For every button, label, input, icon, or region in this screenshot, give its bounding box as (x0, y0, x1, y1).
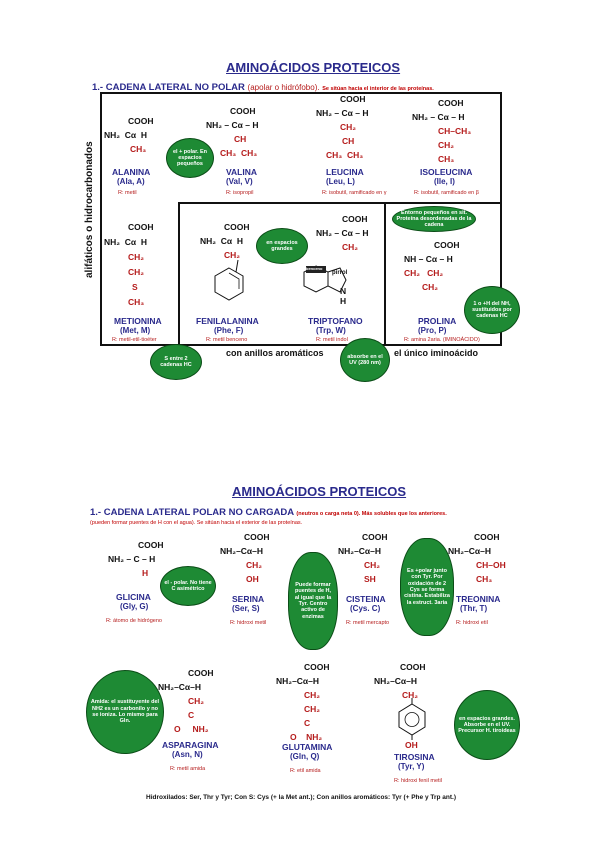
tyrosine-name: TIROSINA (394, 752, 435, 762)
serine-structure: COOH NH₂–Cα–H CH₂ OH (220, 532, 270, 584)
asparagine-name: ASPARAGINA (162, 740, 219, 750)
methionine-structure: COOH NH₂ Cα H CH₂ CH₂ S CH₃ (104, 222, 154, 307)
tryptophan-structure: COOH NH₂ – Cα – H CH₂ (316, 214, 369, 252)
alanine-name: ALANINA (112, 167, 151, 177)
proline-r: R: amina 2aria. (IMINOÁCIDO) (404, 337, 480, 343)
tryptophan-name: TRIPTOFANO (308, 316, 363, 326)
methionine-r: R: metil-etil-tioéter (112, 337, 157, 343)
cysteine-r: R: metil mercapto (346, 620, 390, 626)
leucine-abbr: (Leu, L) (326, 177, 355, 186)
tryptophan-nh: N H (340, 286, 347, 306)
glycine-abbr: (Gly, G) (120, 602, 149, 611)
bubble-phe-note: en espacios grandes (256, 228, 308, 264)
alanine-abbr: (Ala, A) (117, 177, 145, 186)
bubble-proline-top: Entorno pequeños en sit. Proteína desordenadas de la cadena (392, 206, 476, 232)
tyrosine-structure: COOH NH₂–Cα–H CH₂ (374, 662, 426, 700)
leucine-structure: COOH NH₂ – Cα – H CH₂ CH CH₃ CH₃ (316, 94, 369, 160)
threonine-structure: COOH NH₂–Cα–H CH–OH CH₃ (448, 532, 506, 584)
valine-abbr: (Val, V) (226, 177, 253, 186)
threonine-abbr: (Thr, T) (460, 604, 488, 613)
proline-name: PROLINA (418, 316, 457, 326)
imino-label: el único iminoácido (394, 348, 479, 358)
benzene-ring-phe (212, 266, 246, 302)
valine-name: VALINA (226, 167, 258, 177)
bubble-serine-note: Puede formar puentes de H, al igual que la Tyr. Centro activo de enzimas (288, 552, 338, 650)
glycine-r: R: átomo de hidrógeno (106, 618, 162, 624)
glycine-name: GLICINA (116, 592, 151, 602)
tyrosine-r: R: hidroxi fenil metil (394, 778, 442, 784)
proline-abbr: (Pro, P) (418, 326, 447, 335)
aromatic-label: con anillos aromáticos (226, 348, 324, 358)
threonine-r: R: hidroxi etil (456, 620, 488, 626)
page1-title: AMINOÁCIDOS PROTEICOS (226, 60, 401, 75)
aliphatic-side-label: alifáticos o hidrocarbonados (84, 141, 95, 278)
serine-abbr: (Ser, S) (232, 604, 260, 613)
threonine-name: TREONINA (456, 594, 501, 604)
asparagine-r: R: metil amida (170, 766, 206, 772)
tyrosine-abbr: (Tyr, Y) (398, 762, 425, 771)
proline-structure: COOH NH – Cα – H CH₂ CH₂ CH₂ (404, 240, 460, 292)
cysteine-name: CISTEINA (346, 594, 386, 604)
glutamine-name: GLUTAMINA (282, 742, 333, 752)
methionine-name: METIONINA (114, 316, 162, 326)
page2-title: AMINOÁCIDOS PROTEICOS (232, 484, 407, 499)
glycine-structure: COOH NH₂ – C – H H (108, 540, 164, 578)
asparagine-abbr: (Asn, N) (172, 750, 203, 759)
serine-name: SERINA (232, 594, 265, 604)
phenol-ring-tyr (396, 700, 428, 740)
cysteine-structure: COOH NH₂–Cα–H CH₂ SH (338, 532, 388, 584)
glutamine-structure: COOH NH₂–Cα–H CH₂ CH₂ C O NH₂ (276, 662, 330, 742)
bubble-cysteine-note: Es +polar junto con Tyr. Por oxidación de 2 Cys se forma cistina. Estabiliza la estruct. 3aria (400, 538, 454, 636)
bubble-asparagine-note: Amida: el sustituyente del NH2 es un carbonilo y no se ioniza. Lo mismo para Gln. (86, 670, 164, 754)
page2-section-heading: 1.- CADENA LATERAL POLAR NO CARGADA (neutros o carga neta 0). Más solubles que los anteriores. (90, 507, 447, 518)
cysteine-abbr: (Cys. C) (350, 604, 381, 613)
bubble-met-note: S entre 2 cadenas HC (150, 344, 202, 380)
bubble-trp-note: absorbe en el UV (280 nm) (340, 338, 390, 382)
bubble-glycine-note: el - polar. No tiene C asimétrico (160, 566, 216, 606)
tyrosine-oh: OH (405, 740, 418, 750)
pyrrole-label: pirrol (332, 270, 348, 276)
phenylalanine-structure: COOH NH₂ Cα H CH₂ (200, 222, 250, 260)
bubble-alanine-note: el + polar. En espacios pequeños (166, 138, 214, 178)
phenylalanine-r: R: metil benceno (206, 337, 248, 343)
valine-structure: COOH NH₂ – Cα – H CH CH₃ CH₃ (206, 106, 259, 158)
phenylalanine-name: FENILALANINA (196, 316, 259, 326)
phenylalanine-abbr: (Phe, F) (214, 326, 244, 335)
bubble-tyrosine-note: en espacios grandes. Absorbe en el UV. Precursor H. tiroideas (454, 690, 520, 760)
isoleucine-r: R: isobutil, ramificado en β (414, 190, 479, 196)
leucine-name: LEUCINA (326, 167, 364, 177)
glutamine-abbr: (Gln, Q) (290, 752, 320, 761)
isoleucine-name: ISOLEUCINA (420, 167, 473, 177)
page2-section-note: (pueden formar puentes de H con el agua). Se sitúan hacia el exterior de las proteínas. (90, 520, 303, 526)
bubble-proline-side: 1 o +H del NH, sustituidos por cadenas HC (464, 286, 520, 334)
glutamine-r: R: etil amida (290, 768, 321, 774)
methionine-abbr: (Met, M) (120, 326, 151, 335)
valine-r: R: isopropil (226, 190, 254, 196)
serine-r: R: hidroxi metil (230, 620, 267, 626)
tryptophan-r: R: metil indol (316, 337, 348, 343)
isoleucine-abbr: (Ile, I) (434, 177, 455, 186)
isoleucine-structure: COOH NH₂ – Cα – H CH–CH₃ CH₂ CH₃ (412, 98, 472, 164)
alanine-r: R: metil (118, 190, 137, 196)
asparagine-structure: COOH NH₂–Cα–H CH₂ C O NH₂ (158, 668, 214, 734)
tryptophan-abbr: (Trp, W) (316, 326, 346, 335)
page2-footer: Hidroxilados: Ser, Thr y Tyr; Con S: Cys (+ la Met ant.); Con anillos aromáticos: Tyr (+ Phe y Trp ant.) (146, 794, 457, 801)
alanine-structure: COOH NH₂ Cα H CH₃ (104, 116, 154, 154)
page1-section-heading: 1.- CADENA LATERAL NO POLAR (apolar o hidrófobo). Se sitúan hacia el interior de las proteínas. (92, 82, 434, 93)
leucine-r: R: isobutil, ramificado en γ (322, 190, 387, 196)
benzene-label: benceno (306, 266, 323, 271)
